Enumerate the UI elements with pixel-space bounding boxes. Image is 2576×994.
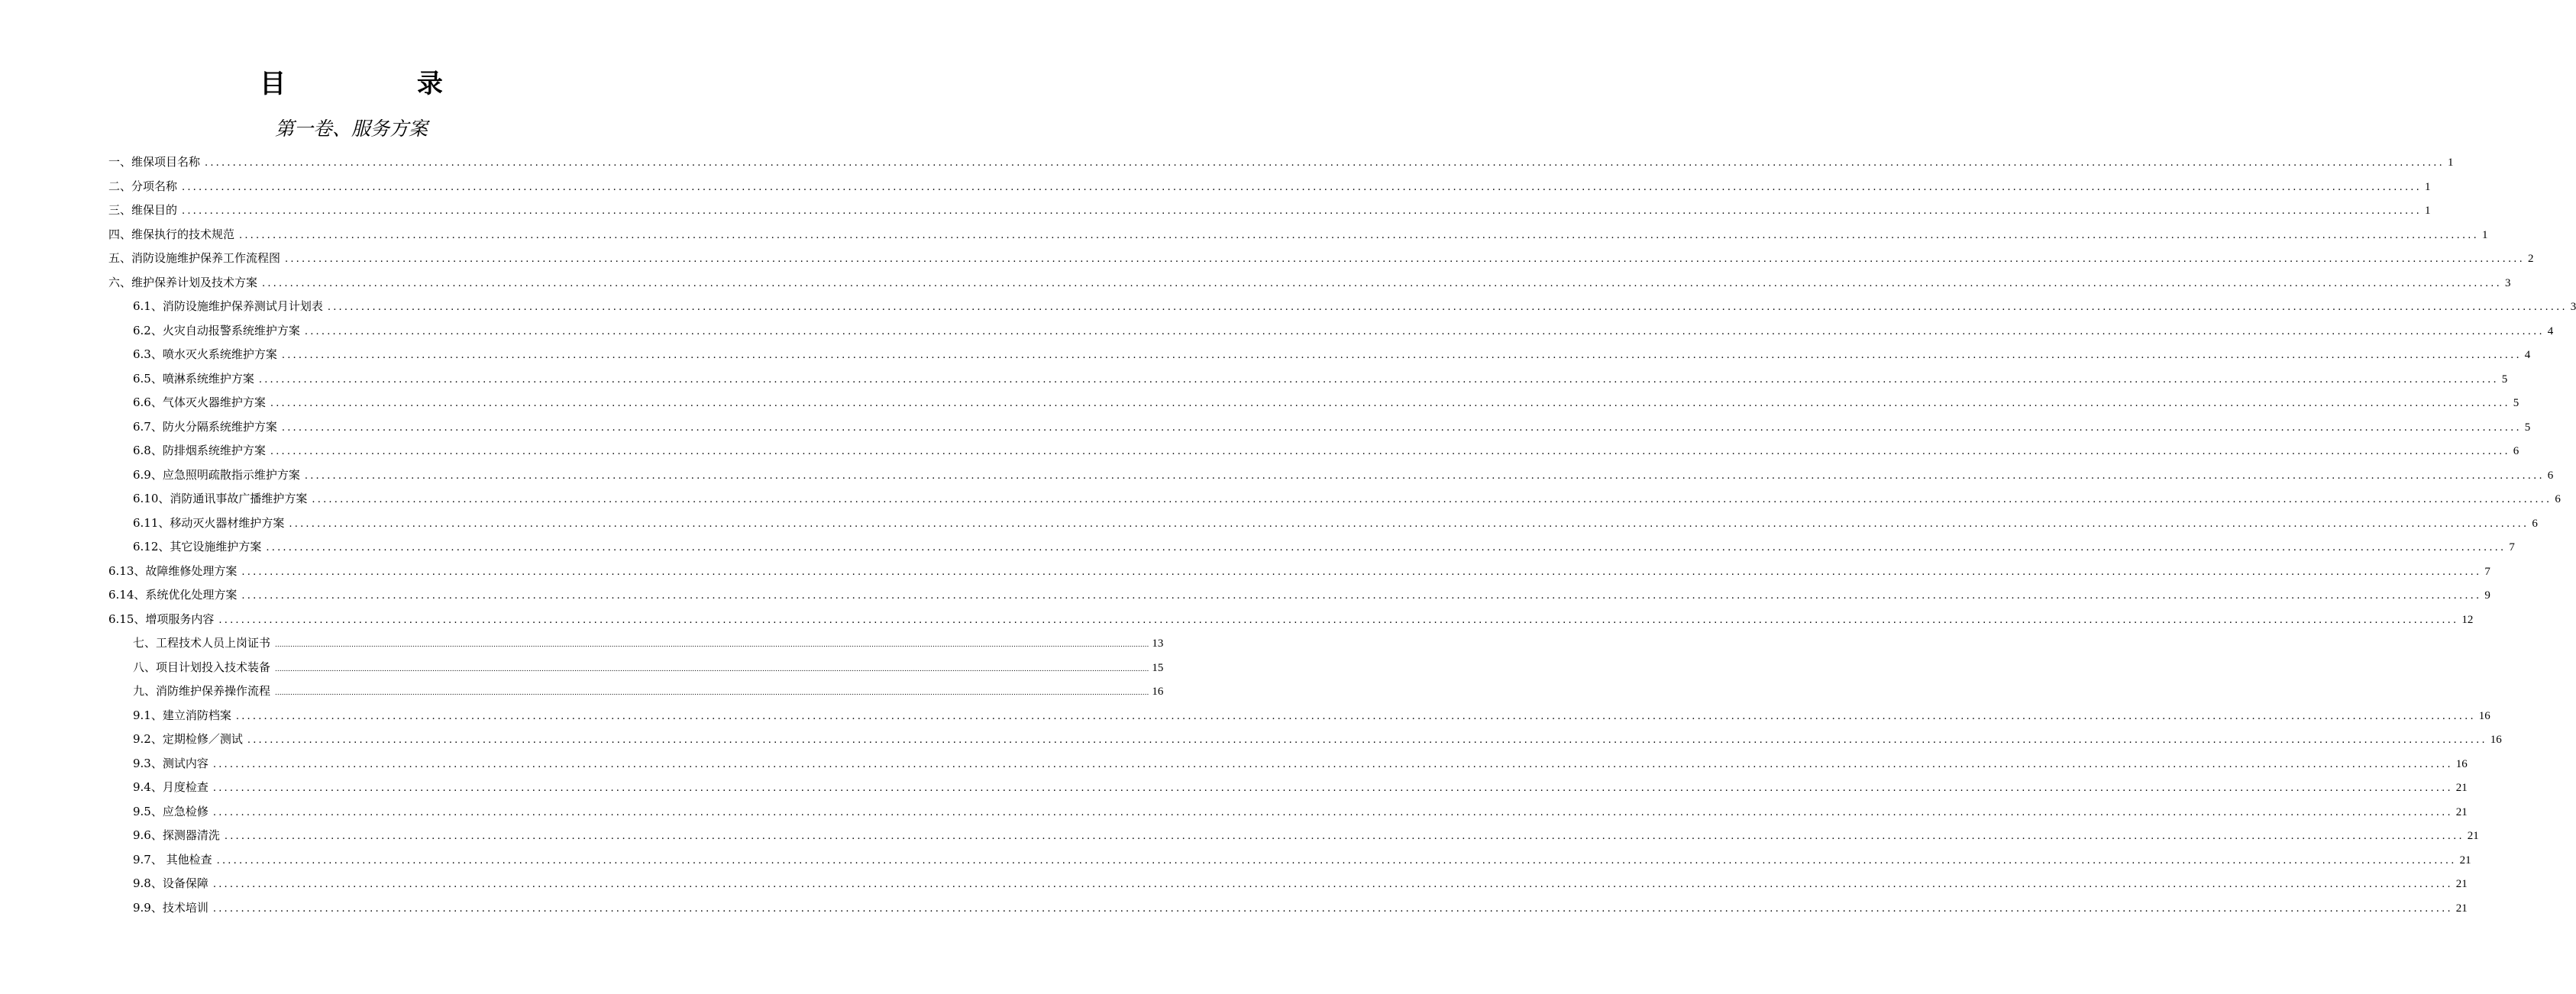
toc-page-number: 21	[2459, 854, 2471, 867]
toc-page-number: 3	[2504, 276, 2511, 289]
toc-entry[interactable]	[133, 704, 2490, 728]
toc-entry-label: 9.9、技术培训	[133, 900, 208, 915]
toc-page-number: 16	[2478, 709, 2490, 722]
toc-entry-label: 6.3、喷水灭火系统维护方案	[133, 347, 277, 361]
toc-leader-dots: ................................................................................................................................................................................................................................................................................................................................................................................................................	[285, 253, 2525, 265]
toc-entry[interactable]	[133, 391, 2519, 415]
toc-entry[interactable]	[133, 631, 1164, 655]
toc-leader-dots: ................................................................................................................................................................................................................................................................................................................................................................................................................	[212, 758, 2453, 770]
toc-page-number: 16	[1152, 686, 1164, 698]
toc-entry-label: 6.14、系统优化处理方案	[108, 588, 238, 602]
toc-entry[interactable]	[108, 583, 2490, 607]
toc-entry-label: 6.15、增项服务内容	[108, 612, 215, 626]
toc-entry[interactable]	[133, 343, 2531, 366]
toc-entry[interactable]	[133, 776, 2468, 799]
toc-page-number: 5	[2524, 421, 2531, 434]
toc-page-number: 7	[2484, 565, 2490, 578]
toc-page-number: 13	[1152, 637, 1164, 650]
toc-entry[interactable]	[108, 560, 2490, 583]
toc-leader-dots: ................................................................................................................................................................................................................................................................................................................................................................................................................	[327, 302, 2568, 313]
toc-entry-label: 6.5、喷淋系统维护方案	[133, 371, 254, 386]
toc-entry-label: 二、分项名称	[108, 179, 178, 193]
toc-entry-label: 6.9、应急照明疏散指示维护方案	[133, 467, 300, 482]
toc-leader-dots: ................................................................................................................................................................................................................................................................................................................................................................................................................	[289, 518, 2529, 530]
toc-entry-label: 八、项目计划投入技术装备	[133, 660, 271, 674]
toc-entry[interactable]	[108, 271, 2511, 295]
toc-page-number: 6	[2532, 517, 2538, 530]
toc-entry-label: 6.2、火灾自动报警系统维护方案	[133, 323, 300, 337]
toc-leader-dots: ................................................................................................................................................................................................................................................................................................................................................................................................................	[212, 879, 2453, 890]
toc-leader-dots: ................................................................................................................................................................................................................................................................................................................................................................................................................	[281, 421, 2522, 434]
toc-entry[interactable]	[133, 896, 2468, 920]
toc-page-number: 1	[2481, 228, 2488, 241]
toc-page-number: 21	[2455, 878, 2468, 890]
toc-leader-dots: ................................................................................................................................................................................................................................................................................................................................................................................................................	[241, 590, 2482, 602]
toc-leader-dots: ................................................................................................................................................................................................................................................................................................................................................................................................................	[224, 831, 2464, 842]
toc-entry-label: 6.12、其它设施维护方案	[133, 540, 262, 553]
toc-leader-dots: ................................................................................................................................................................................................................................................................................................................................................................................................................	[258, 373, 2499, 386]
toc-entry[interactable]	[108, 150, 2454, 174]
toc-page-number: 6	[2547, 469, 2554, 482]
toc-entry[interactable]	[133, 463, 2554, 487]
toc-page-number: 1	[2424, 205, 2431, 217]
toc-entry-label: 6.7、防火分隔系统维护方案	[133, 419, 277, 434]
toc-entry[interactable]	[133, 367, 2508, 391]
toc-leader-dots: ................................................................................................................................................................................................................................................................................................................................................................................................................	[275, 689, 1149, 697]
toc-entry-label: 三、维保目的	[108, 203, 178, 217]
toc-page-number: 4	[2524, 349, 2531, 361]
toc-entry-label: 9.6、探测器清洗	[133, 828, 220, 842]
toc-entry-label: 9.8、设备保障	[133, 876, 208, 890]
toc-entry-label: 9.4、月度检查	[133, 780, 208, 794]
toc-leader-dots: ................................................................................................................................................................................................................................................................................................................................................................................................................	[212, 783, 2453, 794]
toc-entry[interactable]	[133, 752, 2468, 776]
toc-entry[interactable]	[133, 656, 1164, 679]
toc-leader-dots: ................................................................................................................................................................................................................................................................................................................................................................................................................	[312, 494, 2552, 505]
toc-entry-label: 6.6、气体灭火器维护方案	[133, 395, 266, 409]
toc-page-number: 21	[2455, 782, 2468, 794]
toc-entry[interactable]	[133, 824, 2479, 847]
toc-leader-dots: ................................................................................................................................................................................................................................................................................................................................................................................................................	[304, 325, 2545, 337]
toc-entry[interactable]	[133, 728, 2502, 751]
toc-entry[interactable]	[133, 679, 1164, 703]
toc-leader-dots: ................................................................................................................................................................................................................................................................................................................................................................................................................	[212, 902, 2453, 915]
toc-entry-label: 6.8、防排烟系统维护方案	[133, 444, 266, 457]
toc-entry[interactable]	[108, 247, 2534, 270]
toc-entry[interactable]	[133, 439, 2519, 463]
toc-page-number: 1	[2424, 180, 2431, 193]
toc-leader-dots: ................................................................................................................................................................................................................................................................................................................................................................................................................	[262, 277, 2502, 289]
toc-page-number: 4	[2547, 324, 2554, 337]
toc-leader-dots: ................................................................................................................................................................................................................................................................................................................................................................................................................	[205, 157, 2445, 169]
toc-entry[interactable]	[133, 319, 2554, 343]
toc-leader-dots: ................................................................................................................................................................................................................................................................................................................................................................................................................	[212, 806, 2453, 818]
toc-leader-dots: ................................................................................................................................................................................................................................................................................................................................................................................................................	[304, 470, 2545, 482]
toc-entry-label: 9.5、应急检修	[133, 804, 208, 818]
toc-entry-label: 四、维保执行的技术规范	[108, 227, 235, 241]
toc-entry-label: 9.2、定期检修／测试	[133, 732, 243, 746]
toc-page-number: 21	[2455, 805, 2468, 818]
toc-leader-dots: ................................................................................................................................................................................................................................................................................................................................................................................................................	[275, 665, 1149, 673]
toc-entry[interactable]	[133, 512, 2538, 535]
toc-page-number: 16	[2490, 734, 2502, 746]
toc-page-number: 21	[2467, 830, 2479, 842]
toc-leader-dots: ................................................................................................................................................................................................................................................................................................................................................................................................................	[275, 641, 1149, 649]
toc-leader-dots: ................................................................................................................................................................................................................................................................................................................................................................................................................	[266, 542, 2507, 553]
toc-page-number: 21	[2455, 902, 2468, 915]
toc-page-number: 2	[2527, 253, 2534, 265]
toc-page-number: 12	[2461, 613, 2474, 626]
toc-entry-label: 9.3、测试内容	[133, 756, 208, 770]
toc-entry[interactable]	[133, 535, 2515, 559]
toc-page-number: 6	[2513, 445, 2519, 457]
toc-title: 目 录	[260, 69, 504, 99]
toc-entry[interactable]	[133, 415, 2531, 439]
toc-entry[interactable]	[133, 295, 2576, 318]
toc-entry-label: 七、工程技术人员上岗证书	[133, 636, 271, 650]
toc-page-number: 9	[2484, 589, 2490, 602]
toc-leader-dots: ................................................................................................................................................................................................................................................................................................................................................................................................................	[182, 181, 2422, 193]
toc-entry-label: 九、消防维护保养操作流程	[133, 684, 271, 698]
toc-page-number: 16	[2455, 757, 2468, 770]
toc-leader-dots: ................................................................................................................................................................................................................................................................................................................................................................................................................	[239, 229, 2479, 241]
toc-entry-label: 6.10、消防通讯事故广播维护方案	[133, 492, 308, 505]
toc-leader-dots: ................................................................................................................................................................................................................................................................................................................................................................................................................	[216, 854, 2457, 867]
toc-entry-label: 6.13、故障维修处理方案	[108, 563, 238, 578]
toc-leader-dots: ................................................................................................................................................................................................................................................................................................................................................................................................................	[182, 205, 2422, 217]
toc-leader-dots: ................................................................................................................................................................................................................................................................................................................................................................................................................	[270, 446, 2510, 457]
toc-page-number: 6	[2555, 493, 2561, 505]
toc-entry[interactable]	[133, 872, 2468, 896]
toc-entry-label: 一、维保项目名称	[108, 155, 201, 169]
toc-leader-dots: ................................................................................................................................................................................................................................................................................................................................................................................................................	[281, 350, 2522, 361]
toc-leader-dots: ................................................................................................................................................................................................................................................................................................................................................................................................................	[247, 734, 2487, 746]
toc-page-number: 5	[2513, 397, 2519, 409]
toc-leader-dots: ................................................................................................................................................................................................................................................................................................................................................................................................................	[270, 398, 2510, 409]
toc-page-number: 7	[2509, 541, 2515, 553]
volume-subtitle: 第一卷、服务方案	[274, 118, 428, 140]
toc-leader-dots: ................................................................................................................................................................................................................................................................................................................................................................................................................	[235, 710, 2476, 722]
toc-leader-dots: ................................................................................................................................................................................................................................................................................................................................................................................................................	[218, 614, 2459, 626]
toc-entry-label: 6.11、移动灭火器材维护方案	[133, 515, 285, 530]
toc-page-number: 15	[1152, 661, 1164, 674]
toc-entry[interactable]	[108, 198, 2431, 222]
toc-entry[interactable]	[133, 487, 2561, 511]
toc-entry[interactable]	[133, 848, 2471, 872]
toc-entry-label: 9.7、 其他检查	[133, 852, 212, 867]
toc-entry[interactable]	[133, 800, 2468, 824]
toc-entry-label: 6.1、消防设施维护保养测试月计划表	[133, 299, 323, 313]
toc-entry[interactable]	[108, 608, 2474, 631]
toc-page-number: 1	[2447, 157, 2454, 169]
toc-entry-label: 9.1、建立消防档案	[133, 708, 231, 722]
toc-entry[interactable]	[108, 175, 2431, 198]
toc-leader-dots: ................................................................................................................................................................................................................................................................................................................................................................................................................	[241, 566, 2482, 578]
toc-entry[interactable]	[108, 223, 2488, 247]
toc-entry-label: 五、消防设施维护保养工作流程图	[108, 251, 281, 265]
toc-entry-label: 六、维护保养计划及技术方案	[108, 275, 258, 289]
toc-page-number: 5	[2501, 373, 2508, 386]
toc-page-number: 3	[2570, 301, 2576, 313]
